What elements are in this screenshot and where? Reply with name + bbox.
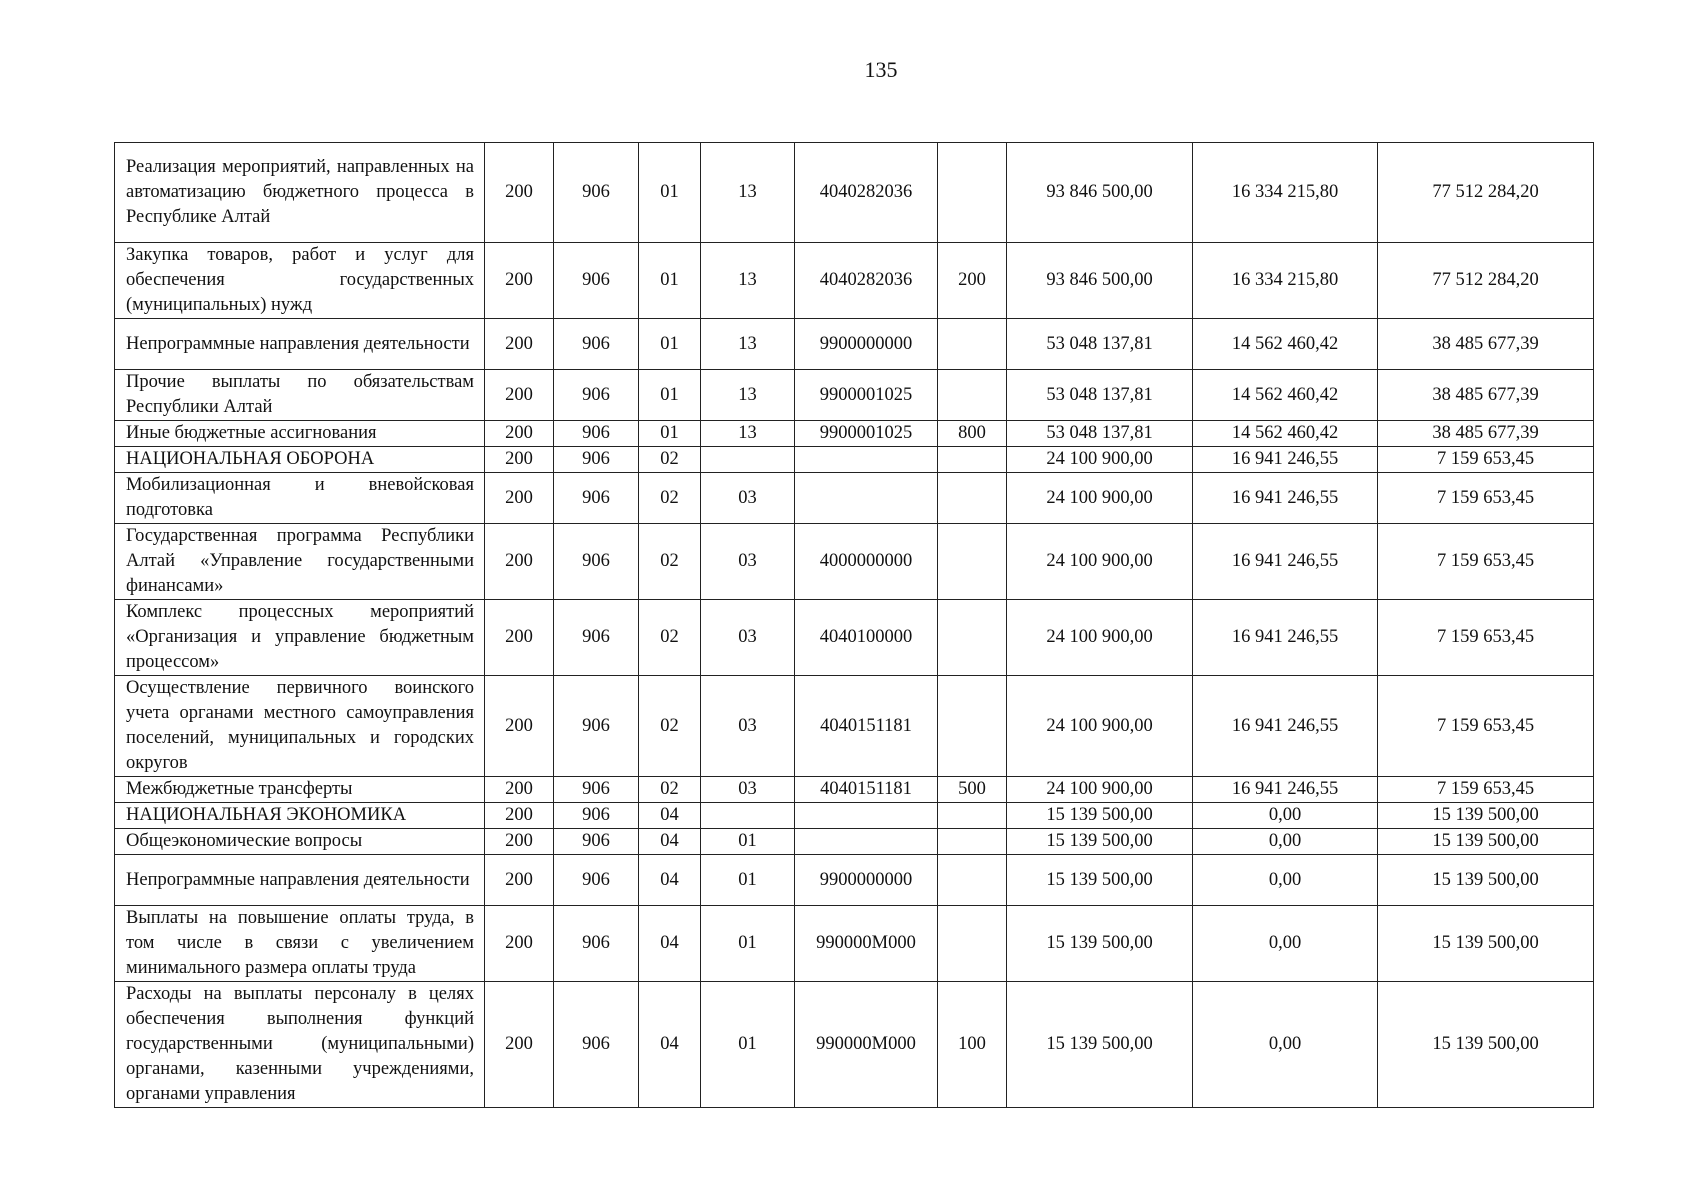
cell-plan: 53 048 137,81 <box>1007 421 1193 447</box>
cell-csr <box>795 473 938 524</box>
table-row <box>115 600 1594 676</box>
cell-ved: 906 <box>554 600 639 676</box>
row-name: Выплаты на повышение оплаты труда, в том числе в связи с увеличением минимального размера оплаты труда <box>115 906 485 982</box>
cell-vr <box>938 370 1007 421</box>
cell-gr: 200 <box>485 524 554 600</box>
cell-vr: 800 <box>938 421 1007 447</box>
cell-rz: 01 <box>639 243 701 319</box>
budget-table <box>114 142 1594 1108</box>
cell-gr: 200 <box>485 676 554 777</box>
cell-fact: 0,00 <box>1193 906 1378 982</box>
cell-rz: 02 <box>639 600 701 676</box>
cell-pr <box>701 447 795 473</box>
cell-vr <box>938 855 1007 906</box>
cell-ved: 906 <box>554 777 639 803</box>
cell-ved: 906 <box>554 319 639 370</box>
cell-csr: 9900001025 <box>795 421 938 447</box>
row-name: Прочие выплаты по обязательствам Республики Алтай <box>115 370 485 421</box>
cell-fact: 16 941 246,55 <box>1193 676 1378 777</box>
cell-csr: 4000000000 <box>795 524 938 600</box>
cell-pr: 13 <box>701 370 795 421</box>
cell-rz: 04 <box>639 803 701 829</box>
cell-csr <box>795 447 938 473</box>
cell-rest: 15 139 500,00 <box>1378 906 1594 982</box>
cell-rz: 02 <box>639 447 701 473</box>
cell-csr: 9900000000 <box>795 319 938 370</box>
page-number: 135 <box>864 57 898 82</box>
table-row <box>115 777 1594 803</box>
cell-rest: 77 512 284,20 <box>1378 243 1594 319</box>
cell-rest: 15 139 500,00 <box>1378 982 1594 1108</box>
cell-gr: 200 <box>485 143 554 243</box>
cell-vr: 500 <box>938 777 1007 803</box>
row-name: Реализация мероприятий, направленных на автоматизацию бюджетного процесса в Республике Алтай <box>115 143 485 243</box>
cell-vr <box>938 803 1007 829</box>
cell-ved: 906 <box>554 906 639 982</box>
cell-ved: 906 <box>554 855 639 906</box>
table-row <box>115 855 1594 906</box>
cell-rest: 7 159 653,45 <box>1378 473 1594 524</box>
row-name: Мобилизационная и вневойсковая подготовка <box>115 473 485 524</box>
cell-fact: 0,00 <box>1193 855 1378 906</box>
cell-csr: 9900001025 <box>795 370 938 421</box>
row-name: НАЦИОНАЛЬНАЯ ЭКОНОМИКА <box>115 803 485 829</box>
cell-pr: 13 <box>701 143 795 243</box>
cell-plan: 24 100 900,00 <box>1007 676 1193 777</box>
cell-vr <box>938 676 1007 777</box>
cell-vr <box>938 319 1007 370</box>
cell-csr: 4040151181 <box>795 676 938 777</box>
table-body <box>115 143 1594 1108</box>
cell-csr: 4040282036 <box>795 243 938 319</box>
cell-plan: 24 100 900,00 <box>1007 524 1193 600</box>
cell-gr: 200 <box>485 421 554 447</box>
cell-vr <box>938 473 1007 524</box>
cell-gr: 200 <box>485 982 554 1108</box>
row-name: Осуществление первичного воинского учета органами местного самоуправления поселений, муниципальных и городских округов <box>115 676 485 777</box>
row-name: Межбюджетные трансферты <box>115 777 485 803</box>
table-row <box>115 829 1594 855</box>
cell-fact: 16 334 215,80 <box>1193 143 1378 243</box>
cell-fact: 0,00 <box>1193 829 1378 855</box>
cell-ved: 906 <box>554 243 639 319</box>
cell-fact: 16 334 215,80 <box>1193 243 1378 319</box>
cell-pr <box>701 803 795 829</box>
table-row <box>115 803 1594 829</box>
cell-gr: 200 <box>485 829 554 855</box>
cell-pr: 01 <box>701 855 795 906</box>
cell-pr: 03 <box>701 676 795 777</box>
cell-ved: 906 <box>554 447 639 473</box>
cell-ved: 906 <box>554 803 639 829</box>
cell-plan: 24 100 900,00 <box>1007 447 1193 473</box>
cell-gr: 200 <box>485 370 554 421</box>
cell-rz: 01 <box>639 370 701 421</box>
cell-ved: 906 <box>554 473 639 524</box>
cell-rest: 77 512 284,20 <box>1378 143 1594 243</box>
cell-fact: 16 941 246,55 <box>1193 524 1378 600</box>
cell-rest: 38 485 677,39 <box>1378 421 1594 447</box>
table-row <box>115 370 1594 421</box>
cell-ved: 906 <box>554 829 639 855</box>
cell-rest: 7 159 653,45 <box>1378 600 1594 676</box>
cell-gr: 200 <box>485 319 554 370</box>
cell-vr <box>938 829 1007 855</box>
cell-fact: 14 562 460,42 <box>1193 421 1378 447</box>
cell-rz: 01 <box>639 421 701 447</box>
cell-rz: 01 <box>639 143 701 243</box>
table-row <box>115 421 1594 447</box>
cell-plan: 53 048 137,81 <box>1007 370 1193 421</box>
cell-csr: 4040151181 <box>795 777 938 803</box>
cell-ved: 906 <box>554 524 639 600</box>
cell-gr: 200 <box>485 906 554 982</box>
cell-rz: 02 <box>639 524 701 600</box>
cell-vr <box>938 143 1007 243</box>
cell-rz: 04 <box>639 982 701 1108</box>
cell-ved: 906 <box>554 143 639 243</box>
table-row <box>115 676 1594 777</box>
cell-rest: 38 485 677,39 <box>1378 319 1594 370</box>
cell-rest: 7 159 653,45 <box>1378 524 1594 600</box>
cell-pr: 03 <box>701 473 795 524</box>
cell-gr: 200 <box>485 447 554 473</box>
cell-plan: 24 100 900,00 <box>1007 777 1193 803</box>
cell-pr: 13 <box>701 319 795 370</box>
cell-ved: 906 <box>554 421 639 447</box>
cell-plan: 24 100 900,00 <box>1007 600 1193 676</box>
cell-rz: 02 <box>639 473 701 524</box>
cell-rz: 02 <box>639 777 701 803</box>
cell-fact: 16 941 246,55 <box>1193 447 1378 473</box>
cell-csr: 4040100000 <box>795 600 938 676</box>
cell-rest: 38 485 677,39 <box>1378 370 1594 421</box>
cell-fact: 14 562 460,42 <box>1193 319 1378 370</box>
cell-fact: 0,00 <box>1193 803 1378 829</box>
cell-vr: 200 <box>938 243 1007 319</box>
cell-plan: 93 846 500,00 <box>1007 243 1193 319</box>
cell-plan: 15 139 500,00 <box>1007 829 1193 855</box>
cell-gr: 200 <box>485 600 554 676</box>
table-row <box>115 447 1594 473</box>
cell-fact: 14 562 460,42 <box>1193 370 1378 421</box>
cell-vr <box>938 524 1007 600</box>
row-name: Государственная программа Республики Алтай «Управление государственными финансами» <box>115 524 485 600</box>
table-row <box>115 319 1594 370</box>
cell-plan: 93 846 500,00 <box>1007 143 1193 243</box>
row-name: Общеэкономические вопросы <box>115 829 485 855</box>
row-name: Закупка товаров, работ и услуг для обеспечения государственных (муниципальных) нужд <box>115 243 485 319</box>
cell-rest: 15 139 500,00 <box>1378 855 1594 906</box>
table-row <box>115 524 1594 600</box>
cell-rz: 01 <box>639 319 701 370</box>
cell-plan: 53 048 137,81 <box>1007 319 1193 370</box>
table-row <box>115 982 1594 1108</box>
cell-rz: 02 <box>639 676 701 777</box>
cell-plan: 15 139 500,00 <box>1007 906 1193 982</box>
row-name: НАЦИОНАЛЬНАЯ ОБОРОНА <box>115 447 485 473</box>
table-row <box>115 143 1594 243</box>
row-name: Непрограммные направления деятельности <box>115 855 485 906</box>
cell-vr <box>938 906 1007 982</box>
cell-fact: 0,00 <box>1193 982 1378 1108</box>
cell-pr: 03 <box>701 777 795 803</box>
cell-plan: 24 100 900,00 <box>1007 473 1193 524</box>
cell-gr: 200 <box>485 855 554 906</box>
cell-rest: 15 139 500,00 <box>1378 803 1594 829</box>
cell-pr: 01 <box>701 829 795 855</box>
cell-vr: 100 <box>938 982 1007 1108</box>
cell-csr: 9900000000 <box>795 855 938 906</box>
cell-csr: 990000M000 <box>795 906 938 982</box>
cell-vr <box>938 600 1007 676</box>
cell-ved: 906 <box>554 982 639 1108</box>
cell-pr: 13 <box>701 421 795 447</box>
cell-pr: 01 <box>701 906 795 982</box>
cell-csr: 4040282036 <box>795 143 938 243</box>
cell-gr: 200 <box>485 243 554 319</box>
cell-fact: 16 941 246,55 <box>1193 600 1378 676</box>
cell-rest: 7 159 653,45 <box>1378 676 1594 777</box>
cell-rest: 7 159 653,45 <box>1378 447 1594 473</box>
row-name: Расходы на выплаты персоналу в целях обеспечения выполнения функций государственными (муниципальными) органами, казенными учреждениями, органами управления <box>115 982 485 1108</box>
cell-ved: 906 <box>554 676 639 777</box>
cell-vr <box>938 447 1007 473</box>
cell-ved: 906 <box>554 370 639 421</box>
cell-csr <box>795 829 938 855</box>
table-row <box>115 243 1594 319</box>
cell-rz: 04 <box>639 855 701 906</box>
table-row <box>115 906 1594 982</box>
cell-plan: 15 139 500,00 <box>1007 982 1193 1108</box>
cell-fact: 16 941 246,55 <box>1193 777 1378 803</box>
cell-gr: 200 <box>485 803 554 829</box>
cell-csr: 990000M000 <box>795 982 938 1108</box>
row-name: Непрограммные направления деятельности <box>115 319 485 370</box>
cell-plan: 15 139 500,00 <box>1007 855 1193 906</box>
cell-csr <box>795 803 938 829</box>
cell-fact: 16 941 246,55 <box>1193 473 1378 524</box>
cell-gr: 200 <box>485 777 554 803</box>
table-row <box>115 473 1594 524</box>
cell-rest: 15 139 500,00 <box>1378 829 1594 855</box>
cell-pr: 03 <box>701 600 795 676</box>
row-name: Иные бюджетные ассигнования <box>115 421 485 447</box>
cell-pr: 01 <box>701 982 795 1108</box>
cell-gr: 200 <box>485 473 554 524</box>
cell-pr: 13 <box>701 243 795 319</box>
row-name: Комплекс процессных мероприятий «Организация и управление бюджетным процессом» <box>115 600 485 676</box>
cell-rz: 04 <box>639 906 701 982</box>
cell-pr: 03 <box>701 524 795 600</box>
cell-rest: 7 159 653,45 <box>1378 777 1594 803</box>
cell-rz: 04 <box>639 829 701 855</box>
cell-plan: 15 139 500,00 <box>1007 803 1193 829</box>
